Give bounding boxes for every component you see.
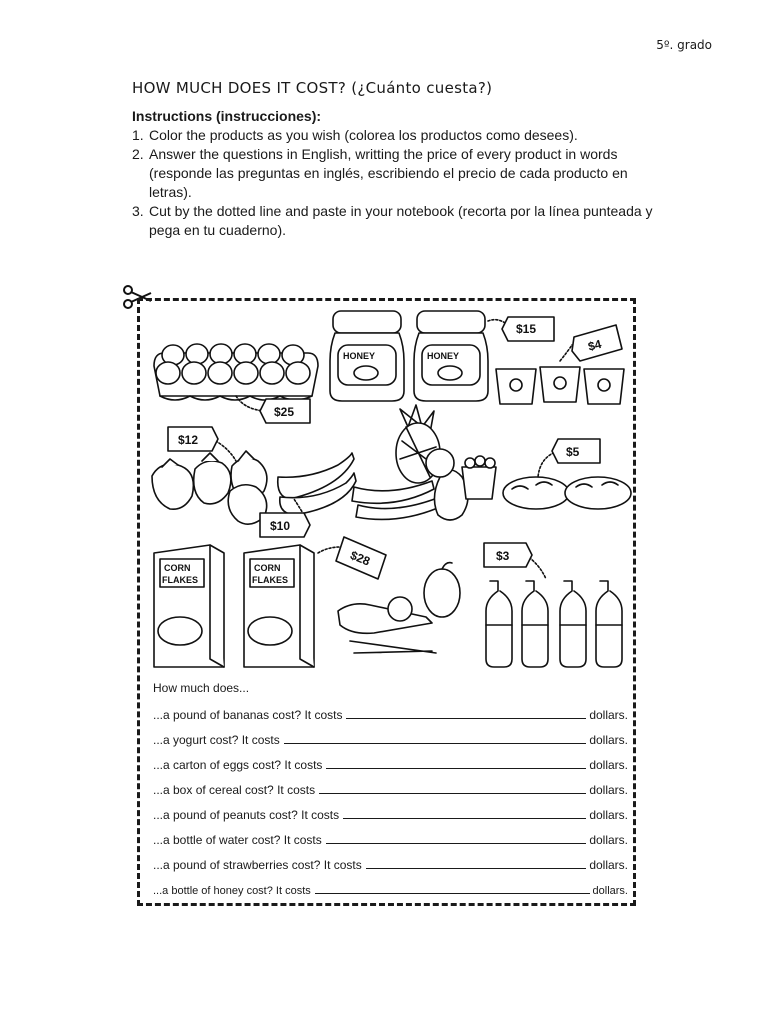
- question-row: ...a bottle of honey cost? It costs dollars.: [153, 885, 628, 897]
- svg-text:$3: $3: [496, 549, 510, 563]
- svg-text:CORN: CORN: [164, 563, 191, 573]
- svg-text:$25: $25: [274, 405, 295, 419]
- peanuts: [503, 477, 631, 509]
- instruction-item: 2. Answer the questions in English, writting the price of every product in words (responde las preguntas en inglés, escribiendo el precio de cada producto en letras).: [132, 146, 628, 200]
- yogurt-cups: [496, 367, 624, 404]
- worksheet-title: HOW MUCH DOES IT COST? (¿Cuánto cuesta?): [132, 79, 493, 97]
- svg-text:$12: $12: [178, 433, 199, 447]
- cereal-box: [244, 545, 314, 667]
- svg-text:$5: $5: [566, 445, 580, 459]
- answer-blank[interactable]: [315, 893, 590, 894]
- water-bottles: [486, 581, 622, 667]
- answer-blank[interactable]: [319, 793, 586, 794]
- svg-text:HONEY: HONEY: [427, 351, 460, 361]
- svg-text:FLAKES: FLAKES: [162, 575, 198, 585]
- answer-blank[interactable]: [346, 718, 586, 719]
- question-row: ...a bottle of water cost? It costs dollars.: [153, 833, 628, 847]
- answer-blank[interactable]: [284, 743, 587, 744]
- answer-blank[interactable]: [366, 868, 587, 869]
- grade-label: 5º. grado: [656, 38, 712, 52]
- fruit-pile: [352, 405, 496, 520]
- svg-text:$15: $15: [516, 322, 537, 336]
- honey-jar: [414, 311, 488, 401]
- price-tag-peanuts: [538, 439, 600, 477]
- question-row: ...a pound of peanuts cost? It costs dollars.: [153, 808, 628, 822]
- question-row: ...a pound of bananas cost? It costs dollars.: [153, 708, 628, 722]
- questions-intro: How much does...: [153, 681, 250, 695]
- svg-text:CORN: CORN: [254, 563, 281, 573]
- questions-section: [153, 679, 628, 897]
- instructions-list: [132, 126, 672, 240]
- question-row: ...a yogurt cost? It costs dollars.: [153, 733, 628, 747]
- answer-blank[interactable]: [326, 768, 586, 769]
- answer-blank[interactable]: [343, 818, 586, 819]
- price-tag-eggs: [236, 396, 310, 423]
- svg-text:HONEY: HONEY: [343, 351, 376, 361]
- price-tag-water: [484, 543, 546, 579]
- svg-text:$10: $10: [270, 519, 291, 533]
- instruction-item: 1. Color the products as you wish (colorea los productos como desees).: [132, 127, 578, 143]
- strawberries: [152, 451, 267, 524]
- answer-blank[interactable]: [326, 843, 587, 844]
- egg-carton: [154, 344, 318, 400]
- question-row: ...a box of cereal cost? It costs dollars.: [153, 783, 628, 797]
- bananas: [278, 453, 356, 515]
- price-tag-cereal: [318, 537, 386, 579]
- instructions-heading: Instructions (instrucciones):: [132, 108, 322, 124]
- honey-jar: [330, 311, 404, 401]
- svg-text:FLAKES: FLAKES: [252, 575, 288, 585]
- vegetables: [338, 563, 460, 653]
- svg-text:$28: $28: [348, 548, 373, 569]
- question-row: ...a carton of eggs cost? It costs dollars.: [153, 758, 628, 772]
- price-tag-yogurt: [560, 325, 622, 361]
- instruction-item: 3. Cut by the dotted line and paste in your notebook (recorta por la línea punteada y pega en tu cuaderno).: [132, 203, 653, 238]
- svg-text:$4: $4: [586, 336, 603, 354]
- question-row: ...a pound of strawberries cost? It costs dollars.: [153, 858, 628, 872]
- cereal-box: [154, 545, 224, 667]
- products-illustration: [140, 301, 633, 676]
- price-tag-strawberries: [168, 427, 236, 461]
- price-tag-honey: [488, 317, 554, 341]
